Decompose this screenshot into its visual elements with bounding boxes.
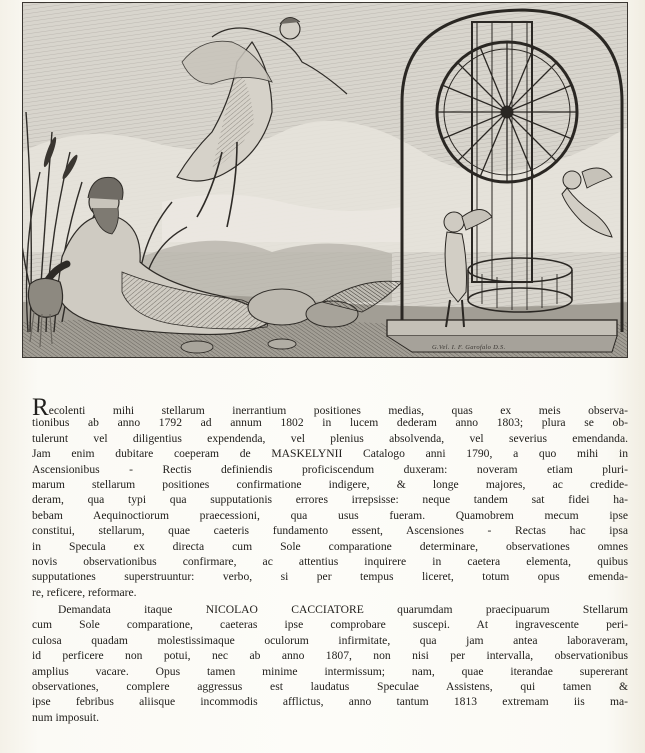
text-line: ipse febribus aliisque incommodis afflictus, anno tantum 1813 extremam iis ma-: [32, 695, 628, 709]
text-line: novis observationibus confirmare, ac attentius inquirere in caetera elementa, quibus: [32, 554, 628, 568]
text-line: bebam Aequinoctiorum praecessioni, qua usus fueram. Quamobrem mecum ipse: [32, 508, 628, 522]
text-line: cum Sole comparatione, caeteras ipse comprobare suscepi. At ingravescente peri-: [32, 618, 628, 632]
text-line: Demandata itaque NICOLAO CACCIATORE quarumdam praecipuarum Stellarum: [58, 603, 628, 617]
text-line: id perficere non potui, nec ab anno 1807, non nisi per intervalla, observationibus: [32, 649, 628, 663]
text-line: tionibus ab anno 1792 ad annum 1802 in lucem dederam anno 1803; plura se ob-: [32, 416, 628, 430]
text-line: observationes, complere aggressus est laudatus Speculae Assistens, qui tamen &: [32, 680, 628, 694]
text-line: Recolenti mihi stellarum inerrantium positiones medias, quas ex meis observa-: [32, 394, 628, 421]
text-line: amplius vacare. Opus tamen minime intermissum; nam, quae iterandae supererant: [32, 664, 628, 678]
text-line: in Specula ex directa cum Sole comparatione determinare, observationes omnes: [32, 539, 628, 553]
text-line: num imposuit.: [32, 710, 99, 724]
text-line: constitui, stellarum, quae caeteris fundamento essent, Ascensiones - Rectas hac ipsa: [32, 524, 628, 538]
engraver-signature: G.Vel. I. F. Garofalo D.S.: [432, 344, 506, 351]
engraving-illustration: [22, 2, 628, 358]
text-line: Jam enim dubitare coeperam de MASKELYNII Catalogo anni 1790, a quo mihi in: [32, 447, 628, 461]
text-line: re, reficere, reformare.: [32, 585, 137, 599]
text-line: tulerunt vel diligentius expendenda, vel plenius absolvenda, vel severius emendanda.: [32, 431, 628, 445]
text-line: Ascensionibus - Rectis definiendis proficiscendum duxeram: noveram etiam pluri-: [32, 462, 628, 476]
drop-cap: R: [32, 394, 49, 421]
urn: [28, 278, 62, 317]
text-line: deram, qua typi qua supputationis errores irrepsisse: neque tandem sat fidei ha-: [32, 493, 628, 507]
preface-text: [32, 394, 628, 725]
text-line: marum stellarum positiones confirmatione indigere, & longe majores, ac credide-: [32, 477, 628, 491]
text-line: supputationes superstruuntur: verbo, si per tempus liceret, totum opus emenda-: [32, 570, 628, 584]
text-line: culosa quadam molestissimaque oculorum infirmitate, qua jam antea laboraveram,: [32, 633, 628, 647]
